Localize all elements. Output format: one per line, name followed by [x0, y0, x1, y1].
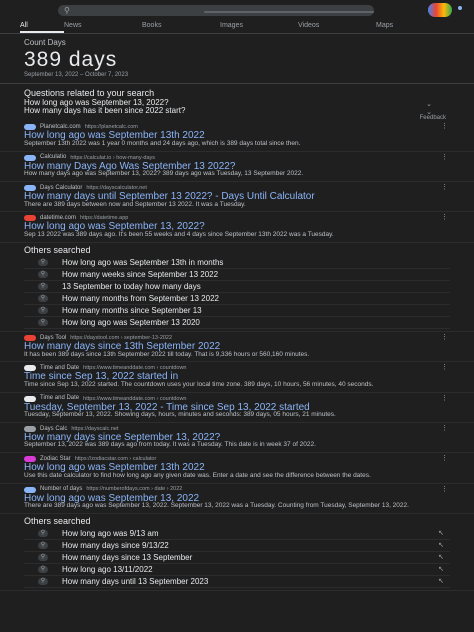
tab-news[interactable]: News: [64, 22, 82, 29]
more-vert-icon[interactable]: ⋮: [441, 455, 448, 463]
more-vert-icon[interactable]: ⋮: [441, 214, 448, 222]
others-searched-item[interactable]: [24, 540, 450, 552]
search-icon: ⚲: [38, 259, 48, 266]
others-searched-item[interactable]: [24, 257, 450, 269]
answer-card: [0, 34, 474, 79]
result-snippet: Sep 13 2022 was 389 days ago. It's been 55 weeks and 4 days since September 13th 2022 was a Tuesday.: [24, 230, 334, 238]
search-icon: ⚲: [64, 6, 70, 15]
search-icon: ⚲: [38, 307, 48, 314]
result-site: Planetcalc.com: [40, 124, 81, 130]
result-site: Calculatio: [40, 154, 67, 161]
more-vert-icon[interactable]: ⋮: [441, 123, 448, 131]
result-site: Days Tool: [40, 334, 67, 341]
feedback-link[interactable]: Feedback: [419, 114, 446, 121]
others-searched: [0, 514, 474, 591]
result-url: https://www.timeanddate.com › countdown: [83, 395, 187, 402]
tab-all[interactable]: All: [20, 22, 64, 33]
others-searched-item[interactable]: [24, 305, 450, 317]
search-icon: ⚲: [38, 554, 48, 561]
tab-videos[interactable]: Videos: [298, 22, 320, 29]
search-result: [0, 121, 474, 151]
question-item[interactable]: [24, 107, 450, 115]
result-site: Number of days: [40, 486, 83, 493]
top-bar: [0, 0, 474, 22]
scrollbar[interactable]: [204, 11, 374, 13]
chevron-down-icon: ⌄: [426, 108, 432, 116]
others-searched-text: How many days since 13 September: [62, 552, 193, 562]
result-site: datetime.com: [40, 214, 77, 221]
others-searched-item[interactable]: [24, 293, 450, 305]
north-west-arrow-icon: ↖: [438, 553, 444, 561]
result-title[interactable]: How many days until September 13 2022? - Days Until Calculator: [24, 191, 315, 203]
site-favicon: [24, 487, 36, 493]
search-result: [0, 332, 474, 362]
more-vert-icon[interactable]: ⋮: [441, 153, 448, 161]
search-icon: ⚲: [38, 530, 48, 537]
result-url: https://calculat.io › how-many-days: [70, 154, 156, 161]
result-title[interactable]: How many Days Ago Was September 13 2022?: [24, 160, 236, 172]
more-vert-icon[interactable]: ⋮: [441, 424, 448, 432]
search-result: [0, 484, 474, 514]
result-site: Time and Date: [40, 364, 80, 371]
search-result: [0, 182, 474, 212]
result-snippet: September 13, 2022 was 389 days ago from today. It was a Tuesday. This date is in week 37 of 2022.: [24, 441, 316, 449]
tab-books[interactable]: Books: [142, 22, 162, 29]
site-favicon: [24, 155, 36, 161]
search-icon: ⚲: [38, 283, 48, 290]
others-searched-text: How long ago was 9/13 am: [62, 528, 159, 538]
tab-maps[interactable]: Maps: [376, 22, 394, 29]
result-title[interactable]: How many days since September 13, 2022?: [24, 431, 221, 443]
result-snippet: Tuesday, September 13, 2022. Showing days, hours, minutes and seconds: 389 days, 05 hours, 21 minutes.: [24, 411, 336, 419]
question-text: How many days has it been since 2022 start?: [24, 105, 186, 115]
chevron-down-icon: ⌄: [426, 100, 432, 108]
others-searched-text: How long ago 13/11/2022: [62, 564, 153, 574]
site-favicon: [24, 396, 36, 402]
others-searched-title: Others searched: [24, 515, 91, 526]
others-searched-text: How many months from September 13 2022: [62, 293, 219, 303]
search-icon: ⚲: [38, 295, 48, 302]
north-west-arrow-icon: ↖: [438, 529, 444, 537]
search-icon: ⚲: [38, 566, 48, 573]
result-url: https://dayscalc.net: [71, 425, 119, 432]
others-searched-text: How long ago was September 13 2020: [62, 317, 200, 327]
search-result: [0, 393, 474, 423]
more-vert-icon[interactable]: ⋮: [441, 184, 448, 192]
result-site: Days Calculator: [40, 184, 83, 191]
result-snippet: There are 389 days between now and September 13 2022. It was a Tuesday.: [24, 200, 246, 208]
others-searched-item[interactable]: [24, 528, 450, 540]
others-searched-text: How many days since 9/13/22: [62, 540, 169, 550]
north-west-arrow-icon: ↖: [438, 565, 444, 573]
result-url: https://datetime.app: [80, 215, 129, 222]
search-result: [0, 362, 474, 392]
result-url: https://daystool.com › september-13-2022: [70, 334, 173, 341]
result-site: Days Calc: [40, 425, 68, 432]
result-title[interactable]: How many days since 13th September 2022: [24, 341, 221, 353]
result-snippet: How many days ago was September 13, 2022? 389 days ago was Tuesday, 13 September 2022.: [24, 170, 304, 178]
others-searched-item[interactable]: [24, 317, 450, 329]
result-url: https://zodiacstar.com › calculator: [74, 456, 157, 463]
result-title[interactable]: How long ago was September 13, 2022?: [24, 221, 205, 233]
search-result: [0, 212, 474, 242]
search-result: [0, 423, 474, 453]
result-snippet: There are 389 days ago was September 13, 2022. September 13, 2022 was a Tuesday. Counting from Tuesday, September 13, 2022.: [24, 502, 409, 510]
result-url: https://numberofdays.com › date › 2022: [86, 486, 183, 493]
result-snippet: It has been 389 days since 13th September 2022 till today. That is 9,336 hours or 560,160 minutes.: [24, 350, 310, 358]
tab-images[interactable]: Images: [220, 22, 243, 29]
related-questions-title: Questions related to your search: [24, 88, 155, 99]
others-searched: [0, 243, 474, 332]
others-searched-text: How long ago was September 13th in months: [62, 257, 224, 267]
result-snippet: September 13th 2022 was 1 year 0 months and 24 days ago, which is 389 days total since then.: [24, 139, 301, 147]
search-result: [0, 453, 474, 483]
result-title[interactable]: Time since Sep 13, 2022 started in: [24, 371, 179, 383]
result-title[interactable]: How long ago was September 13th 2022: [24, 130, 205, 142]
result-site: Time and Date: [40, 395, 80, 402]
more-vert-icon[interactable]: ⋮: [441, 334, 448, 342]
tab-bar: [0, 22, 474, 34]
others-searched-text: 13 September to today how many days: [62, 281, 201, 291]
others-searched-item[interactable]: [24, 269, 450, 281]
more-vert-icon[interactable]: ⋮: [441, 394, 448, 402]
others-searched-item[interactable]: [24, 281, 450, 293]
avatar[interactable]: [458, 6, 462, 10]
others-searched-item[interactable]: [24, 564, 450, 576]
answer-title: Count Days: [24, 38, 66, 47]
search-icon: ⚲: [38, 542, 48, 549]
others-searched-item[interactable]: [24, 552, 450, 564]
more-vert-icon[interactable]: ⋮: [441, 485, 448, 493]
result-snippet: Time since Sep 13, 2022 started. The countdown uses your local time zone. 389 days, 10 hours, 56 minutes, 40 seconds.: [24, 380, 374, 388]
results-list-1: [0, 121, 474, 242]
result-title[interactable]: How long ago was September 13, 2022: [24, 492, 200, 504]
answer-value: 389 days: [24, 48, 118, 72]
north-west-arrow-icon: ↖: [438, 541, 444, 549]
answer-range: September 13, 2022 – October 7, 2023: [24, 72, 129, 79]
result-title[interactable]: How long ago was September 13th 2022: [24, 462, 205, 474]
search-icon: ⚲: [38, 319, 48, 326]
others-searched-text: How many weeks since September 13 2022: [62, 269, 219, 279]
search-icon: ⚲: [38, 271, 48, 278]
others-searched-item[interactable]: [24, 576, 450, 588]
related-questions: [0, 88, 474, 121]
others-searched-text: How many days until 13 September 2023: [62, 576, 209, 586]
more-vert-icon[interactable]: ⋮: [441, 364, 448, 372]
result-url: https://www.timeanddate.com › countdown: [83, 365, 187, 372]
google-logo[interactable]: [428, 3, 452, 17]
search-result: [0, 152, 474, 182]
result-snippet: Use this date calculator to find how long ago any given date was. Enter a date and see the difference between the dates.: [24, 471, 371, 479]
result-title[interactable]: Tuesday, September 13, 2022 - Time since Sep 13, 2022 started: [24, 401, 310, 413]
others-searched-text: How many months since September 13: [62, 305, 202, 315]
result-url: https://dayscalculator.net: [86, 184, 147, 191]
search-icon: ⚲: [38, 578, 48, 585]
divider: [0, 83, 474, 84]
result-url: https://planetcalc.com: [84, 124, 138, 131]
results-list-2: [0, 332, 474, 514]
north-west-arrow-icon: ↖: [438, 577, 444, 585]
question-text: How long ago was September 13, 2022?: [24, 97, 169, 107]
result-site: Zodiac Star: [40, 455, 71, 462]
others-searched-title: Others searched: [24, 244, 91, 255]
